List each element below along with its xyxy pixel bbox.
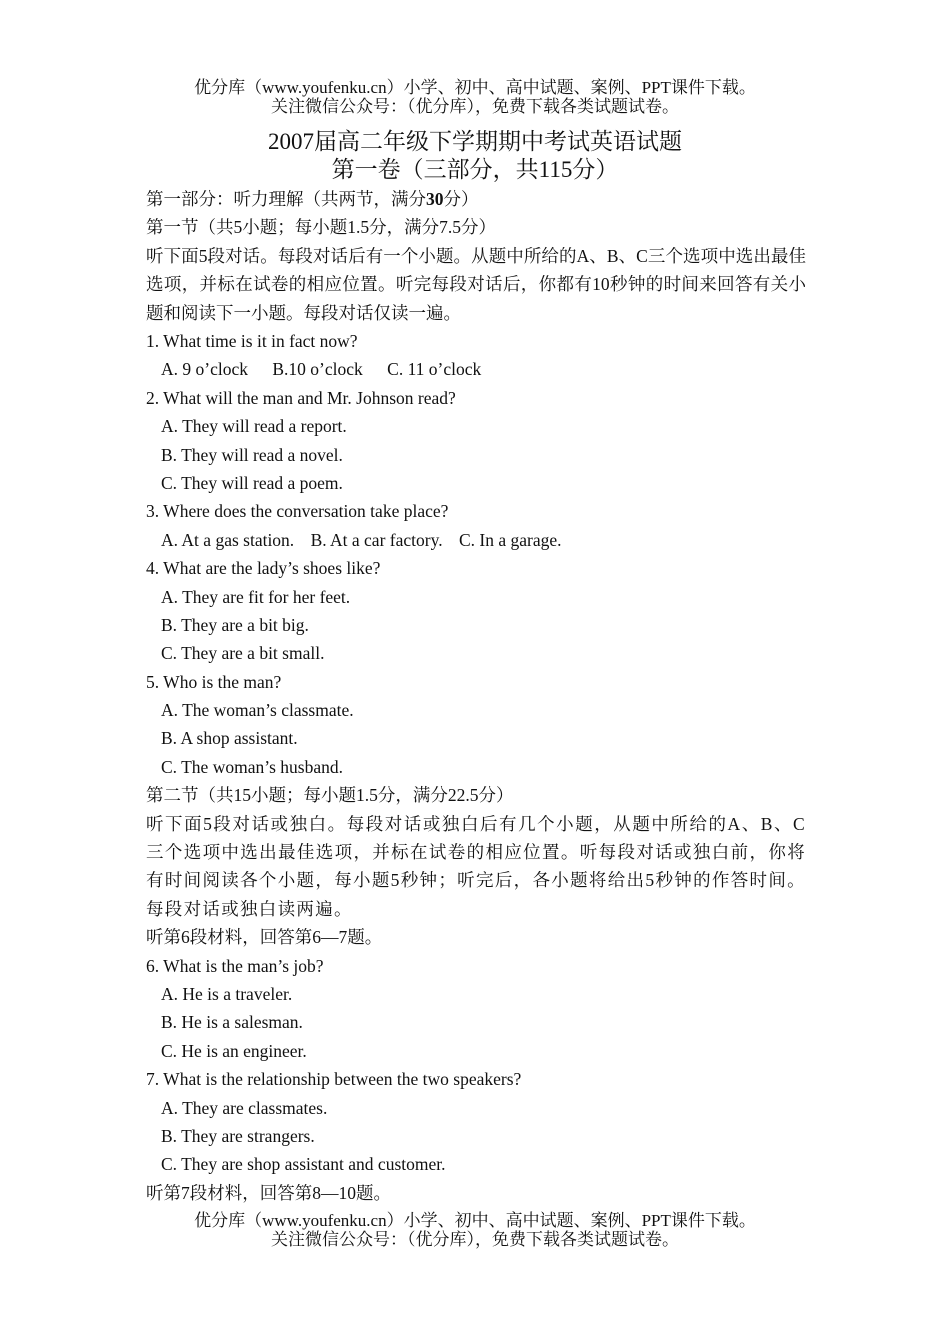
question-7-option-a: A. They are classmates. — [161, 1097, 328, 1118]
question-7-stem: 7. What is the relationship between the two speakers? — [146, 1069, 522, 1090]
question-2-stem: 2. What will the man and Mr. Johnson read? — [146, 387, 456, 408]
page-footer — [0, 1211, 950, 1249]
question-3-option-c: C. In a garage. — [458, 529, 562, 550]
question-4-option-a: A. They are fit for her feet. — [161, 586, 351, 607]
question-3-option-b: B. At a car factory. — [310, 529, 443, 550]
question-6-option-a: A. He is a traveler. — [161, 984, 293, 1005]
question-1-options — [146, 355, 806, 383]
exam-title-block — [0, 128, 950, 184]
part1-heading-prefix: 第一部分：听力理解（共两节，满分 — [146, 189, 426, 209]
section1-instructions: 听下面5段对话。每段对话后有一个小题。从题中所给的A、B、C三个选项中选出最佳选项，并标在试卷的相应位置。听完每段对话后，你都有10秒钟的时间来回答有关小题和阅读下一小题。每段对话仅读一遍。 — [146, 245, 806, 323]
header-line-2: 关注微信公众号：（优分库），免费下载各类试题试卷。 — [271, 97, 679, 116]
question-1-option-a: A. 9 o’clock — [161, 359, 248, 380]
footer-line-1: 优分库（www.youfenku.cn）小学、初中、高中试题、案例、PPT课件下载。 — [194, 1211, 756, 1230]
section1-heading: 第一节（共5小题；每小题1.5分，满分7.5分） — [146, 217, 496, 238]
question-3-option-a: A. At a gas station. — [161, 529, 295, 550]
part1-heading-suffix: 分） — [443, 189, 479, 209]
header-line-1: 优分库（www.youfenku.cn）小学、初中、高中试题、案例、PPT课件下载。 — [194, 78, 756, 97]
question-3-options — [146, 526, 806, 554]
question-5-option-b: B. A shop assistant. — [161, 728, 298, 749]
material-7-note: 听第7段材料，回答第8—10题。 — [146, 1182, 391, 1203]
question-5-option-a: A. The woman’s classmate. — [161, 700, 354, 721]
question-2-option-a: A. They will read a report. — [161, 416, 347, 437]
question-1-stem: 1. What time is it in fact now? — [146, 331, 358, 351]
question-7-option-b: B. They are strangers. — [161, 1126, 315, 1146]
question-7-option-c: C. They are shop assistant and customer. — [161, 1154, 446, 1175]
exam-title: 2007届高二年级下学期期中考试英语试题 — [268, 129, 682, 154]
question-1-option-c: C. 11 o’clock — [387, 359, 482, 380]
question-6-stem: 6. What is the man’s job? — [146, 955, 324, 976]
question-6-option-c: C. He is an engineer. — [161, 1040, 307, 1061]
question-5-stem: 5. Who is the man? — [146, 671, 282, 692]
question-3-stem: 3. Where does the conversation take place? — [146, 501, 449, 522]
question-6-option-b: B. He is a salesman. — [161, 1012, 303, 1033]
part1-heading — [146, 185, 806, 213]
page-header — [0, 78, 950, 116]
section2-instructions: 听下面5段对话或独白。每段对话或独白后有几个小题，从题中所给的A、B、C三个选项中选出最佳选项，并标在试卷的相应位置。听每段对话或独白前，你将有时间阅读各个小题，每小题5秒钟；听完后，各小题将给出5秒钟的作答时间。每段对话或独白读两遍。 — [146, 813, 806, 919]
question-4-option-b: B. They are a bit big. — [161, 614, 309, 635]
question-1-option-b: B.10 o’clock — [272, 359, 363, 380]
question-4-stem: 4. What are the lady’s shoes like? — [146, 558, 381, 579]
exam-content — [146, 185, 806, 1207]
material-6-note: 听第6段材料，回答第6—7题。 — [146, 927, 383, 948]
question-2-option-c: C. They will read a poem. — [161, 472, 343, 493]
question-2-option-b: B. They will read a novel. — [161, 444, 343, 465]
exam-subtitle: 第一卷（三部分，共115分） — [331, 157, 619, 182]
part1-heading-score: 30 — [426, 189, 444, 209]
question-5-option-c: C. The woman’s husband. — [161, 756, 343, 777]
question-4-option-c: C. They are a bit small. — [161, 643, 325, 664]
section2-heading: 第二节（共15小题；每小题1.5分，满分22.5分） — [146, 785, 514, 806]
footer-line-2: 关注微信公众号：（优分库），免费下载各类试题试卷。 — [271, 1230, 679, 1249]
